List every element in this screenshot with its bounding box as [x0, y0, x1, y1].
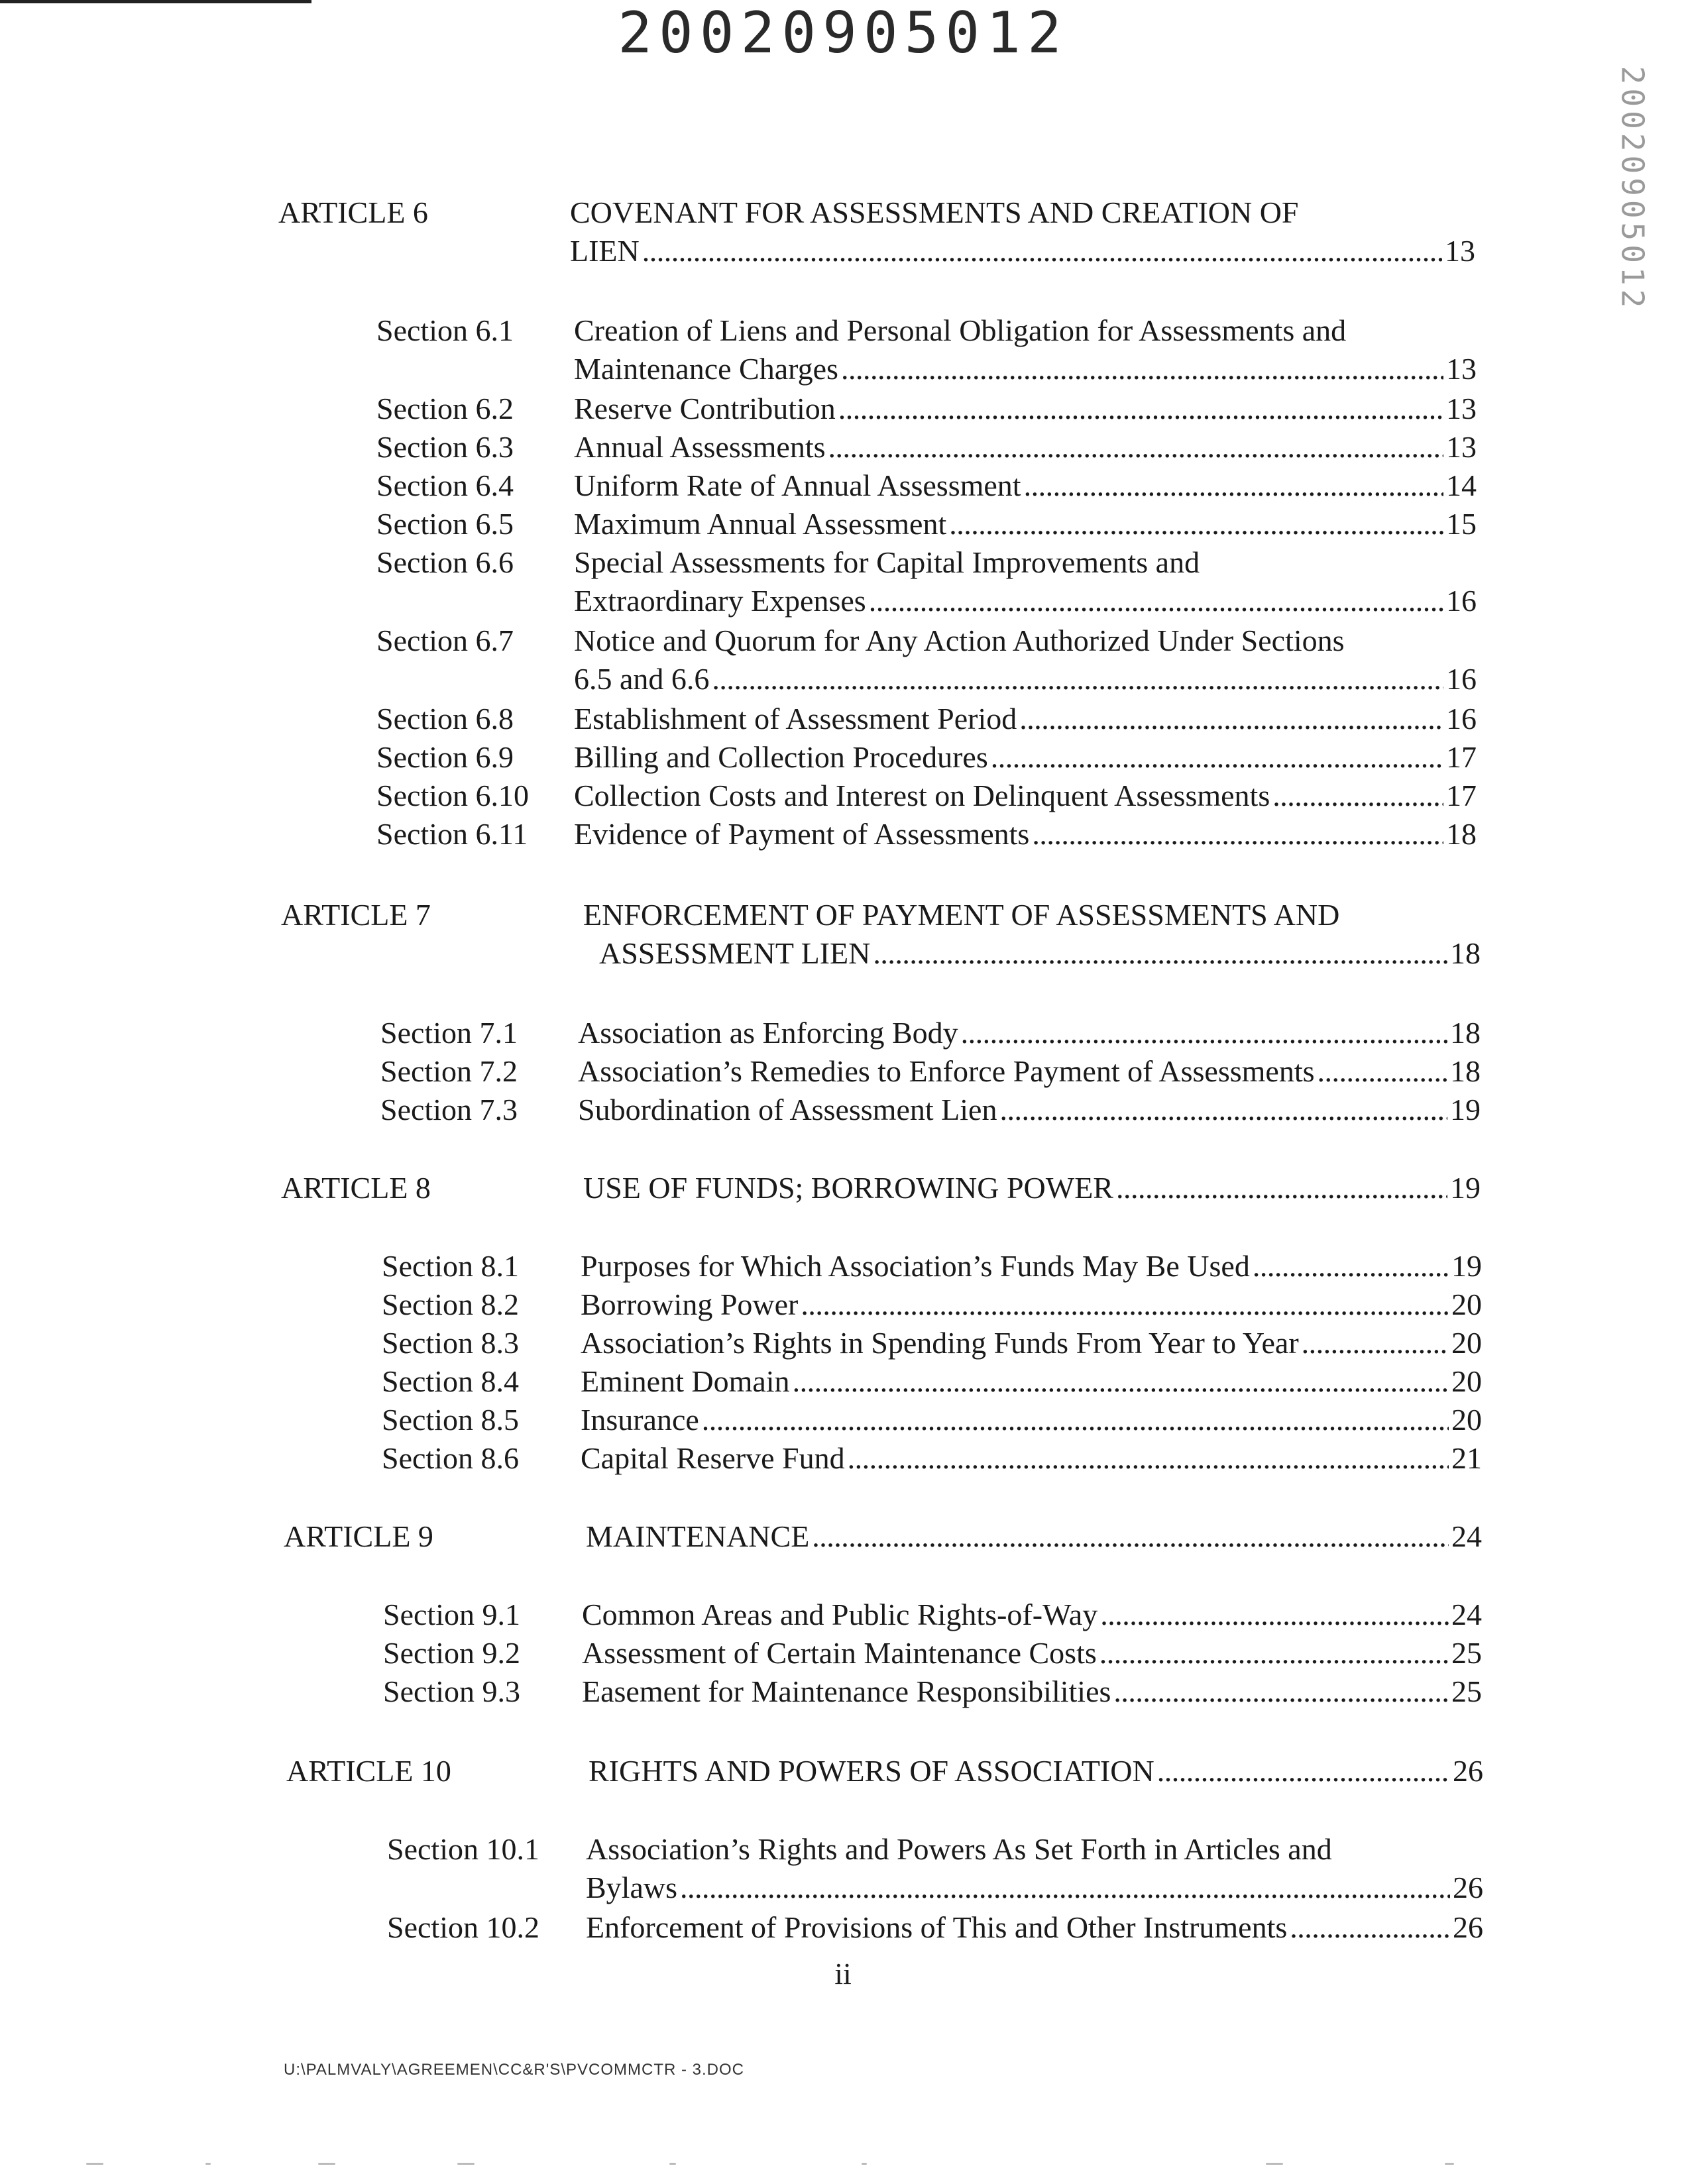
toc-title-line2: Assessment of Certain Maintenance Costs — [582, 1636, 1097, 1670]
toc-page-number: 20 — [1451, 1287, 1482, 1321]
toc-title-lastline — [581, 1324, 1482, 1362]
toc-leader-dots — [1302, 1324, 1449, 1362]
document-number: 20020905012 — [618, 0, 1068, 66]
toc-leader-dots — [793, 1362, 1449, 1401]
toc-page-number: 20 — [1451, 1326, 1482, 1360]
toc-article-label: ARTICLE 7 — [281, 898, 431, 932]
toc-title-line2: Bylaws — [586, 1871, 677, 1904]
toc-title-line2: Maintenance Charges — [574, 352, 838, 386]
toc-entry — [574, 311, 1477, 388]
toc-page-number: 16 — [1446, 584, 1477, 618]
toc-page-number: 18 — [1446, 817, 1477, 851]
toc-section-label: Section 6.5 — [376, 507, 514, 541]
toc-entry — [574, 543, 1477, 620]
toc-title-line2: Evidence of Payment of Assessments — [574, 817, 1030, 851]
toc-entry — [581, 1439, 1482, 1478]
toc-title-line2: 6.5 and 6.6 — [574, 662, 710, 696]
toc-title-lastline — [586, 1869, 1483, 1907]
toc-entry — [574, 777, 1477, 815]
toc-title-lastline — [574, 777, 1477, 815]
toc-title-lastline — [582, 1672, 1482, 1711]
toc-title-line2: MAINTENANCE — [586, 1519, 810, 1553]
toc-title-line2: Association as Enforcing Body — [578, 1016, 958, 1050]
toc-title-lastline — [574, 700, 1477, 738]
toc-section-label: Section 6.3 — [376, 430, 514, 464]
toc-entry — [582, 1672, 1482, 1711]
toc-section-label: Section 9.2 — [383, 1636, 520, 1670]
toc-section-label: Section 6.2 — [376, 392, 514, 425]
toc-title-line2: Insurance — [581, 1403, 699, 1437]
toc-section-label: Section 7.1 — [380, 1016, 518, 1050]
toc-title-line2: Annual Assessments — [574, 430, 826, 464]
toc-leader-dots — [1318, 1052, 1447, 1091]
toc-page-number: 16 — [1446, 702, 1477, 736]
toc-leader-dots — [812, 1517, 1449, 1556]
toc-title-lastline — [570, 232, 1475, 270]
toc-entry — [574, 466, 1477, 505]
toc-title-lastline — [586, 1908, 1483, 1947]
toc-title-line2: Uniform Rate of Annual Assessment — [574, 468, 1021, 502]
footer-file-path: U:\PALMVALY\AGREEMEN\CC&R'S\PVCOMMCTR - 3.DOC — [284, 2061, 745, 2079]
toc-leader-dots — [801, 1285, 1449, 1324]
toc-entry — [581, 1285, 1482, 1324]
toc-leader-dots — [999, 1091, 1447, 1129]
toc-entry — [589, 1752, 1483, 1790]
toc-section-label: Section 8.5 — [382, 1403, 519, 1437]
toc-entry — [578, 1052, 1481, 1091]
toc-page-number: 13 — [1446, 392, 1477, 425]
toc-page-number: 25 — [1451, 1636, 1482, 1670]
toc-title-line1: Creation of Liens and Personal Obligation for Assessments and — [574, 313, 1347, 347]
toc-title-lastline — [574, 505, 1477, 543]
toc-title-line2: Purposes for Which Association’s Funds May Be Used — [581, 1249, 1250, 1283]
toc-entry — [581, 1324, 1482, 1362]
toc-leader-dots — [869, 582, 1443, 620]
toc-section-label: Section 8.2 — [382, 1287, 519, 1321]
toc-page-number: 15 — [1446, 507, 1477, 541]
toc-section-label: Section 8.6 — [382, 1441, 519, 1475]
toc-title-lastline — [582, 1596, 1482, 1634]
toc-section-label: Section 6.1 — [376, 313, 514, 347]
toc-article-label: ARTICLE 9 — [284, 1519, 433, 1553]
toc-section-label: Section 6.7 — [376, 624, 514, 657]
toc-page-number: 26 — [1453, 1871, 1483, 1904]
toc-title-lastline — [581, 1362, 1482, 1401]
toc-leader-dots — [1099, 1634, 1449, 1672]
toc-entry — [574, 738, 1477, 777]
toc-title-line2: Easement for Maintenance Responsibilities — [582, 1674, 1111, 1708]
toc-title-lastline — [578, 1052, 1481, 1091]
toc-page-number: 20 — [1451, 1403, 1482, 1437]
toc-title-line1: COVENANT FOR ASSESSMENTS AND CREATION OF — [570, 195, 1299, 229]
side-stamp — [1614, 66, 1651, 312]
toc-title-lastline — [582, 1634, 1482, 1672]
toc-section-label: Section 6.10 — [376, 779, 529, 812]
toc-leader-dots — [848, 1439, 1449, 1478]
toc-title-lastline — [574, 660, 1477, 698]
toc-entry — [582, 1634, 1482, 1672]
toc-section-label: Section 7.2 — [380, 1054, 518, 1088]
toc-page-number: 26 — [1453, 1754, 1483, 1788]
toc-entry — [586, 1908, 1483, 1947]
toc-leader-dots — [828, 428, 1444, 466]
toc-title-line1: Notice and Quorum for Any Action Authorized Under Sections — [574, 624, 1345, 657]
toc-section-label: Section 9.1 — [383, 1598, 520, 1631]
toc-title-line2: Establishment of Assessment Period — [574, 702, 1017, 736]
toc-entry — [586, 1517, 1482, 1556]
toc-title-lastline — [574, 428, 1477, 466]
toc-page-number: 18 — [1450, 1016, 1481, 1050]
toc-title-lastline — [581, 1285, 1482, 1324]
toc-title-line2: Collection Costs and Interest on Delinquent Assessments — [574, 779, 1270, 812]
toc-page-number: 21 — [1451, 1441, 1482, 1475]
toc-article-label: ARTICLE 8 — [281, 1171, 431, 1205]
toc-title-line2: Association’s Remedies to Enforce Payment of Assessments — [578, 1054, 1315, 1088]
toc-page-number: 13 — [1446, 352, 1477, 386]
toc-page-number: 14 — [1446, 468, 1477, 502]
toc-article-label: ARTICLE 6 — [278, 195, 428, 229]
toc-title-lastline — [581, 1439, 1482, 1478]
toc-title-line2: Enforcement of Provisions of This and Other Instruments — [586, 1910, 1288, 1944]
toc-section-label: Section 8.4 — [382, 1364, 519, 1398]
toc-title-line2: Borrowing Power — [581, 1287, 799, 1321]
toc-title-lastline — [578, 1014, 1481, 1052]
toc-entry — [574, 505, 1477, 543]
toc-title-line2: Common Areas and Public Rights-of-Way — [582, 1598, 1098, 1631]
toc-entry — [578, 1014, 1481, 1052]
toc-leader-dots — [841, 350, 1443, 388]
toc-leader-dots — [680, 1869, 1450, 1907]
toc-leader-dots — [838, 390, 1443, 428]
toc-title-lastline — [574, 350, 1477, 388]
toc-section-label: Section 10.1 — [387, 1832, 539, 1866]
toc-entry — [581, 1362, 1482, 1401]
toc-title-line1: ENFORCEMENT OF PAYMENT OF ASSESSMENTS AND — [583, 898, 1340, 932]
toc-title-lastline — [574, 815, 1477, 853]
toc-title-lastline — [574, 738, 1477, 777]
toc-leader-dots — [1032, 815, 1443, 853]
toc-section-label: Section 6.4 — [376, 468, 514, 502]
toc-page-number: 17 — [1446, 740, 1477, 774]
toc-entry — [574, 428, 1477, 466]
toc-title-line1: Association’s Rights and Powers As Set Forth in Articles and — [586, 1832, 1332, 1866]
toc-entry — [583, 896, 1481, 973]
toc-section-label: Section 9.3 — [383, 1674, 520, 1708]
toc-section-label: Section 6.6 — [376, 545, 514, 579]
toc-title-line2: Extraordinary Expenses — [574, 584, 866, 618]
toc-leader-dots — [873, 934, 1447, 973]
toc-leader-dots — [1024, 466, 1443, 505]
toc-page-number: 19 — [1450, 1093, 1481, 1126]
toc-page-number: 19 — [1451, 1249, 1482, 1283]
toc-title-line2: Subordination of Assessment Lien — [578, 1093, 997, 1126]
toc-leader-dots — [1272, 777, 1443, 815]
toc-section-label: Section 6.11 — [376, 817, 528, 851]
toc-section-label: Section 6.9 — [376, 740, 514, 774]
toc-leader-dots — [1157, 1752, 1450, 1790]
scan-artifacts — [0, 2154, 1686, 2173]
toc-leader-dots — [961, 1014, 1447, 1052]
toc-title-line2: Reserve Contribution — [574, 392, 836, 425]
toc-entry — [578, 1091, 1481, 1129]
toc-title-lastline — [581, 1401, 1482, 1439]
toc-entry — [581, 1247, 1482, 1285]
toc-section-label: Section 10.2 — [387, 1910, 539, 1944]
toc-entry — [582, 1596, 1482, 1634]
toc-title-line2: Association’s Rights in Spending Funds From Year to Year — [581, 1326, 1299, 1360]
toc-title-lastline — [581, 1247, 1482, 1285]
toc-entry — [586, 1830, 1483, 1907]
toc-page-number: 13 — [1446, 430, 1477, 464]
toc-entry — [574, 390, 1477, 428]
toc-title-lastline — [574, 390, 1477, 428]
toc-leader-dots — [1019, 700, 1443, 738]
toc-entry — [574, 700, 1477, 738]
toc-page-number: 25 — [1451, 1674, 1482, 1708]
toc-section-label: Section 7.3 — [380, 1093, 518, 1126]
toc-article-label: ARTICLE 10 — [286, 1754, 451, 1788]
toc-title-lastline — [574, 582, 1477, 620]
toc-entry — [581, 1401, 1482, 1439]
toc-leader-dots — [1100, 1596, 1449, 1634]
toc-page-number: 20 — [1451, 1364, 1482, 1398]
toc-title-lastline — [583, 1169, 1481, 1207]
toc-page-number: 26 — [1453, 1910, 1483, 1944]
toc-leader-dots — [1113, 1672, 1449, 1711]
toc-page-number: 17 — [1446, 779, 1477, 812]
toc-entry — [574, 622, 1477, 698]
toc-title-line1: Special Assessments for Capital Improvements and — [574, 545, 1200, 579]
toc-leader-dots — [1116, 1169, 1447, 1207]
toc-title-line2: Billing and Collection Procedures — [574, 740, 988, 774]
toc-leader-dots — [1290, 1908, 1450, 1947]
toc-leader-dots — [949, 505, 1443, 543]
toc-title-line2: LIEN — [570, 234, 640, 268]
toc-leader-dots — [1253, 1247, 1449, 1285]
toc-page-number: 16 — [1446, 662, 1477, 696]
toc-section-label: Section 6.8 — [376, 702, 514, 736]
toc-page-number: 24 — [1451, 1519, 1482, 1553]
page-number: ii — [834, 1957, 852, 1991]
toc-entry — [570, 193, 1475, 270]
toc-leader-dots — [642, 232, 1442, 270]
toc-page-number: 19 — [1450, 1171, 1481, 1205]
toc-leader-dots — [991, 738, 1443, 777]
toc-title-line2: Capital Reserve Fund — [581, 1441, 845, 1475]
toc-page-number: 18 — [1450, 936, 1481, 970]
toc-leader-dots — [712, 660, 1443, 698]
toc-title-line2: USE OF FUNDS; BORROWING POWER — [583, 1171, 1113, 1205]
toc-title-lastline — [574, 466, 1477, 505]
side-stamp-text: 20020905012 — [1614, 66, 1651, 312]
toc-title-line2: Maximum Annual Assessment — [574, 507, 947, 541]
toc-title-lastline — [586, 1517, 1482, 1556]
toc-leader-dots — [702, 1401, 1449, 1439]
toc-entry — [583, 1169, 1481, 1207]
toc-title-lastline — [578, 1091, 1481, 1129]
toc-title-line2: RIGHTS AND POWERS OF ASSOCIATION — [589, 1754, 1154, 1788]
toc-page-number: 18 — [1450, 1054, 1481, 1088]
toc-section-label: Section 8.1 — [382, 1249, 519, 1283]
toc-title-lastline — [583, 934, 1481, 973]
toc-page-number: 13 — [1445, 234, 1475, 268]
toc-section-label: Section 8.3 — [382, 1326, 519, 1360]
toc-title-line2: Eminent Domain — [581, 1364, 790, 1398]
toc-title-line2: ASSESSMENT LIEN — [599, 936, 871, 970]
toc-entry — [574, 815, 1477, 853]
toc-title-lastline — [589, 1752, 1483, 1790]
toc-page-number: 24 — [1451, 1598, 1482, 1631]
